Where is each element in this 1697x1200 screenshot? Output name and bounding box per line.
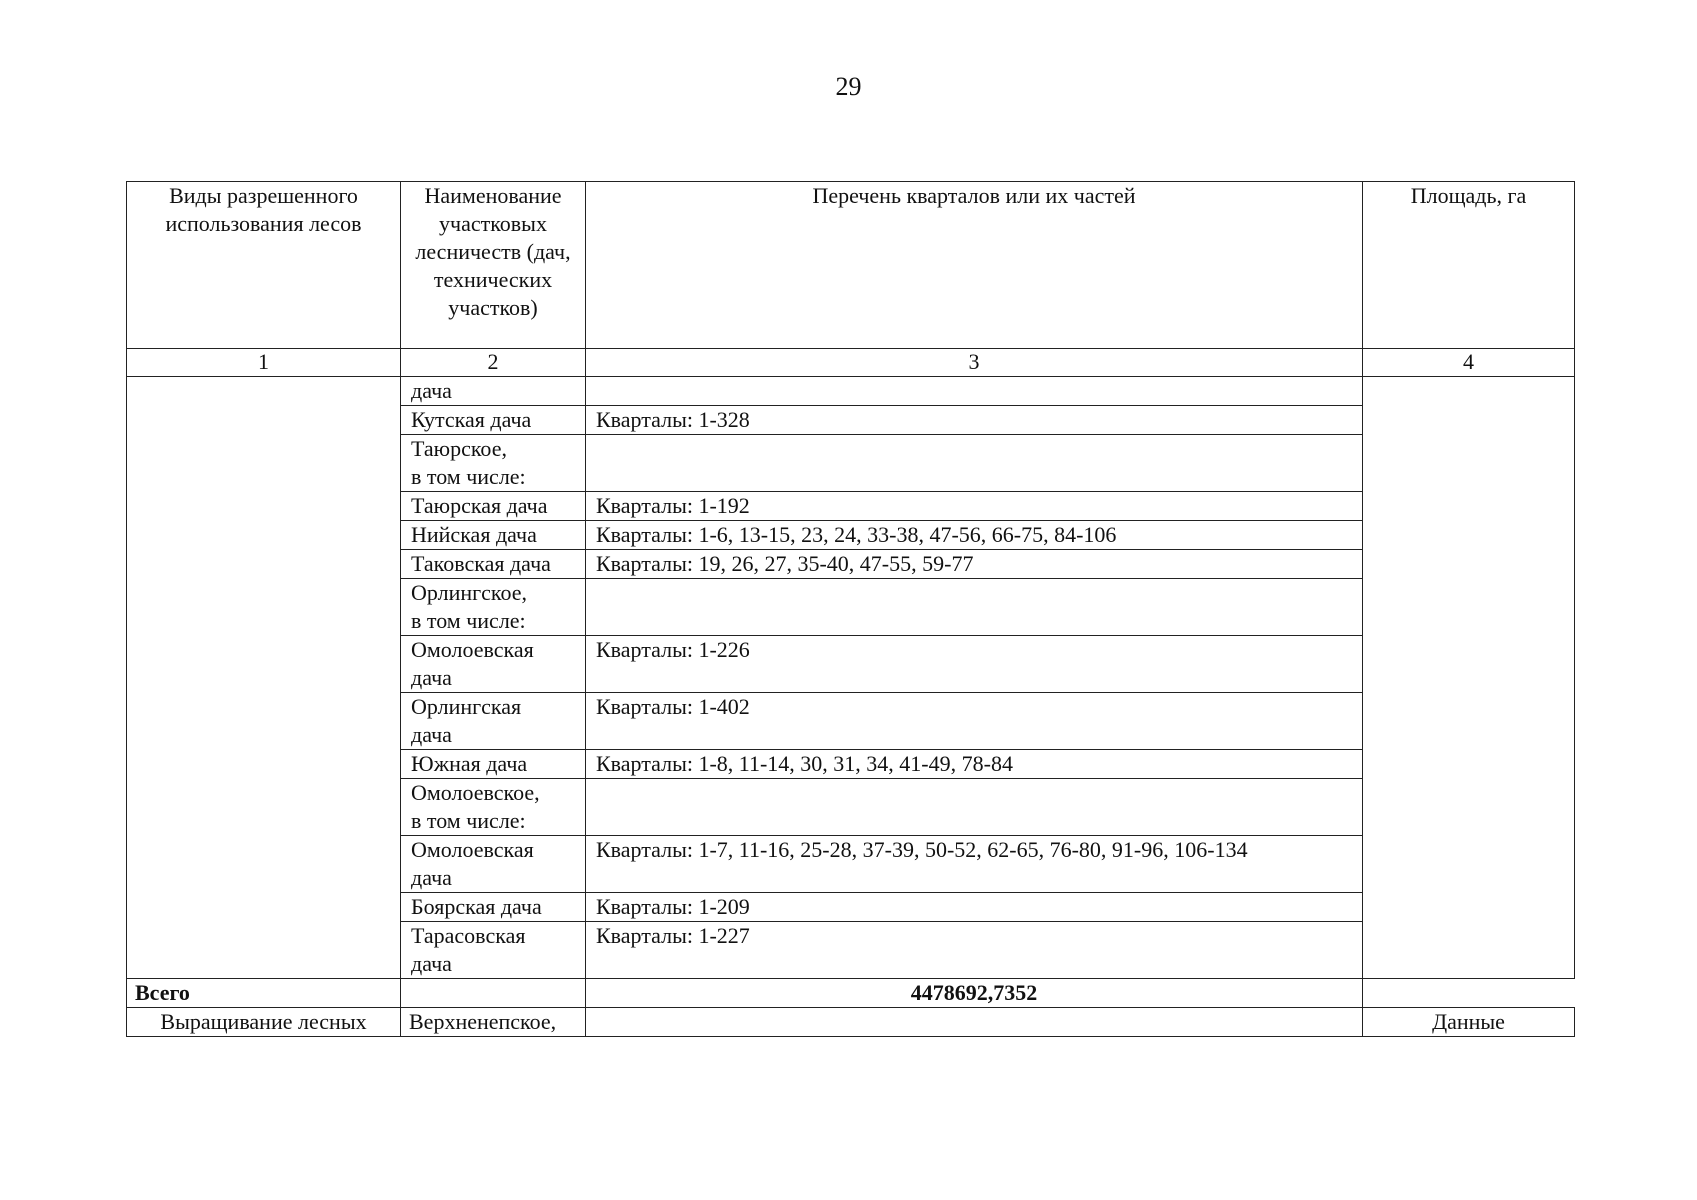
column-number-2: 2 <box>401 349 586 377</box>
quarters-cell <box>586 377 1363 406</box>
total-area: 4478692,7352 <box>586 979 1363 1008</box>
next-row-quarters <box>586 1008 1363 1037</box>
next-row <box>127 1008 1575 1037</box>
quarters-cell <box>586 779 1363 836</box>
header-forestry-names: Наименование участковых лесничеств (дач, технических участков) <box>401 182 586 349</box>
quarters-cell: Кварталы: 1-402 <box>586 693 1363 750</box>
forestry-name-cell: Омолоевское, в том числе: <box>401 779 586 836</box>
forest-use-table <box>126 181 1575 1037</box>
table-body <box>127 377 1575 979</box>
forestry-name-cell: Нийская дача <box>401 521 586 550</box>
area-cell <box>1363 377 1575 979</box>
forestry-name-cell: Южная дача <box>401 750 586 779</box>
total-row <box>127 979 1575 1008</box>
forestry-name-cell: Омолоевская дача <box>401 636 586 693</box>
next-row-use: Выращивание лесных <box>127 1008 401 1037</box>
quarters-cell: Кварталы: 1-209 <box>586 893 1363 922</box>
forestry-name-cell: Таюрская дача <box>401 492 586 521</box>
column-number-4: 4 <box>1363 349 1575 377</box>
forestry-name-cell: Боярская дача <box>401 893 586 922</box>
forestry-name-cell: Орлингская дача <box>401 693 586 750</box>
column-number-row <box>127 349 1575 377</box>
page-number: 29 <box>835 72 862 101</box>
column-number-3: 3 <box>586 349 1363 377</box>
total-label: Всего <box>127 979 401 1008</box>
header-area: Площадь, га <box>1363 182 1575 349</box>
table-header-row <box>127 182 1575 349</box>
forestry-name-cell: дача <box>401 377 586 406</box>
total-quarters <box>401 979 586 1008</box>
use-type-cell <box>127 377 401 979</box>
quarters-cell: Кварталы: 1-192 <box>586 492 1363 521</box>
header-use-types: Виды разрешенного использования лесов <box>127 182 401 349</box>
table-row <box>127 377 1575 406</box>
forestry-name-cell: Орлингское, в том числе: <box>401 579 586 636</box>
next-row-area: Данные <box>1363 1008 1575 1037</box>
quarters-cell: Кварталы: 1-328 <box>586 406 1363 435</box>
forestry-name-cell: Омолоевская дача <box>401 836 586 893</box>
quarters-cell: Кварталы: 1-227 <box>586 922 1363 979</box>
header-quarters-list: Перечень кварталов или их частей <box>586 182 1363 349</box>
forestry-name-cell: Таковская дача <box>401 550 586 579</box>
quarters-cell: Кварталы: 1-6, 13-15, 23, 24, 33-38, 47-56, 66-75, 84-106 <box>586 521 1363 550</box>
forestry-name-cell: Таюрское, в том числе: <box>401 435 586 492</box>
quarters-cell: Кварталы: 1-226 <box>586 636 1363 693</box>
column-number-1: 1 <box>127 349 401 377</box>
quarters-cell: Кварталы: 19, 26, 27, 35-40, 47-55, 59-77 <box>586 550 1363 579</box>
quarters-cell <box>586 435 1363 492</box>
quarters-cell <box>586 579 1363 636</box>
quarters-cell: Кварталы: 1-8, 11-14, 30, 31, 34, 41-49, 78-84 <box>586 750 1363 779</box>
quarters-cell: Кварталы: 1-7, 11-16, 25-28, 37-39, 50-52, 62-65, 76-80, 91-96, 106-134 <box>586 836 1363 893</box>
forestry-name-cell: Тарасовская дача <box>401 922 586 979</box>
next-row-name: Верхненепское, <box>401 1008 586 1037</box>
forestry-name-cell: Кутская дача <box>401 406 586 435</box>
